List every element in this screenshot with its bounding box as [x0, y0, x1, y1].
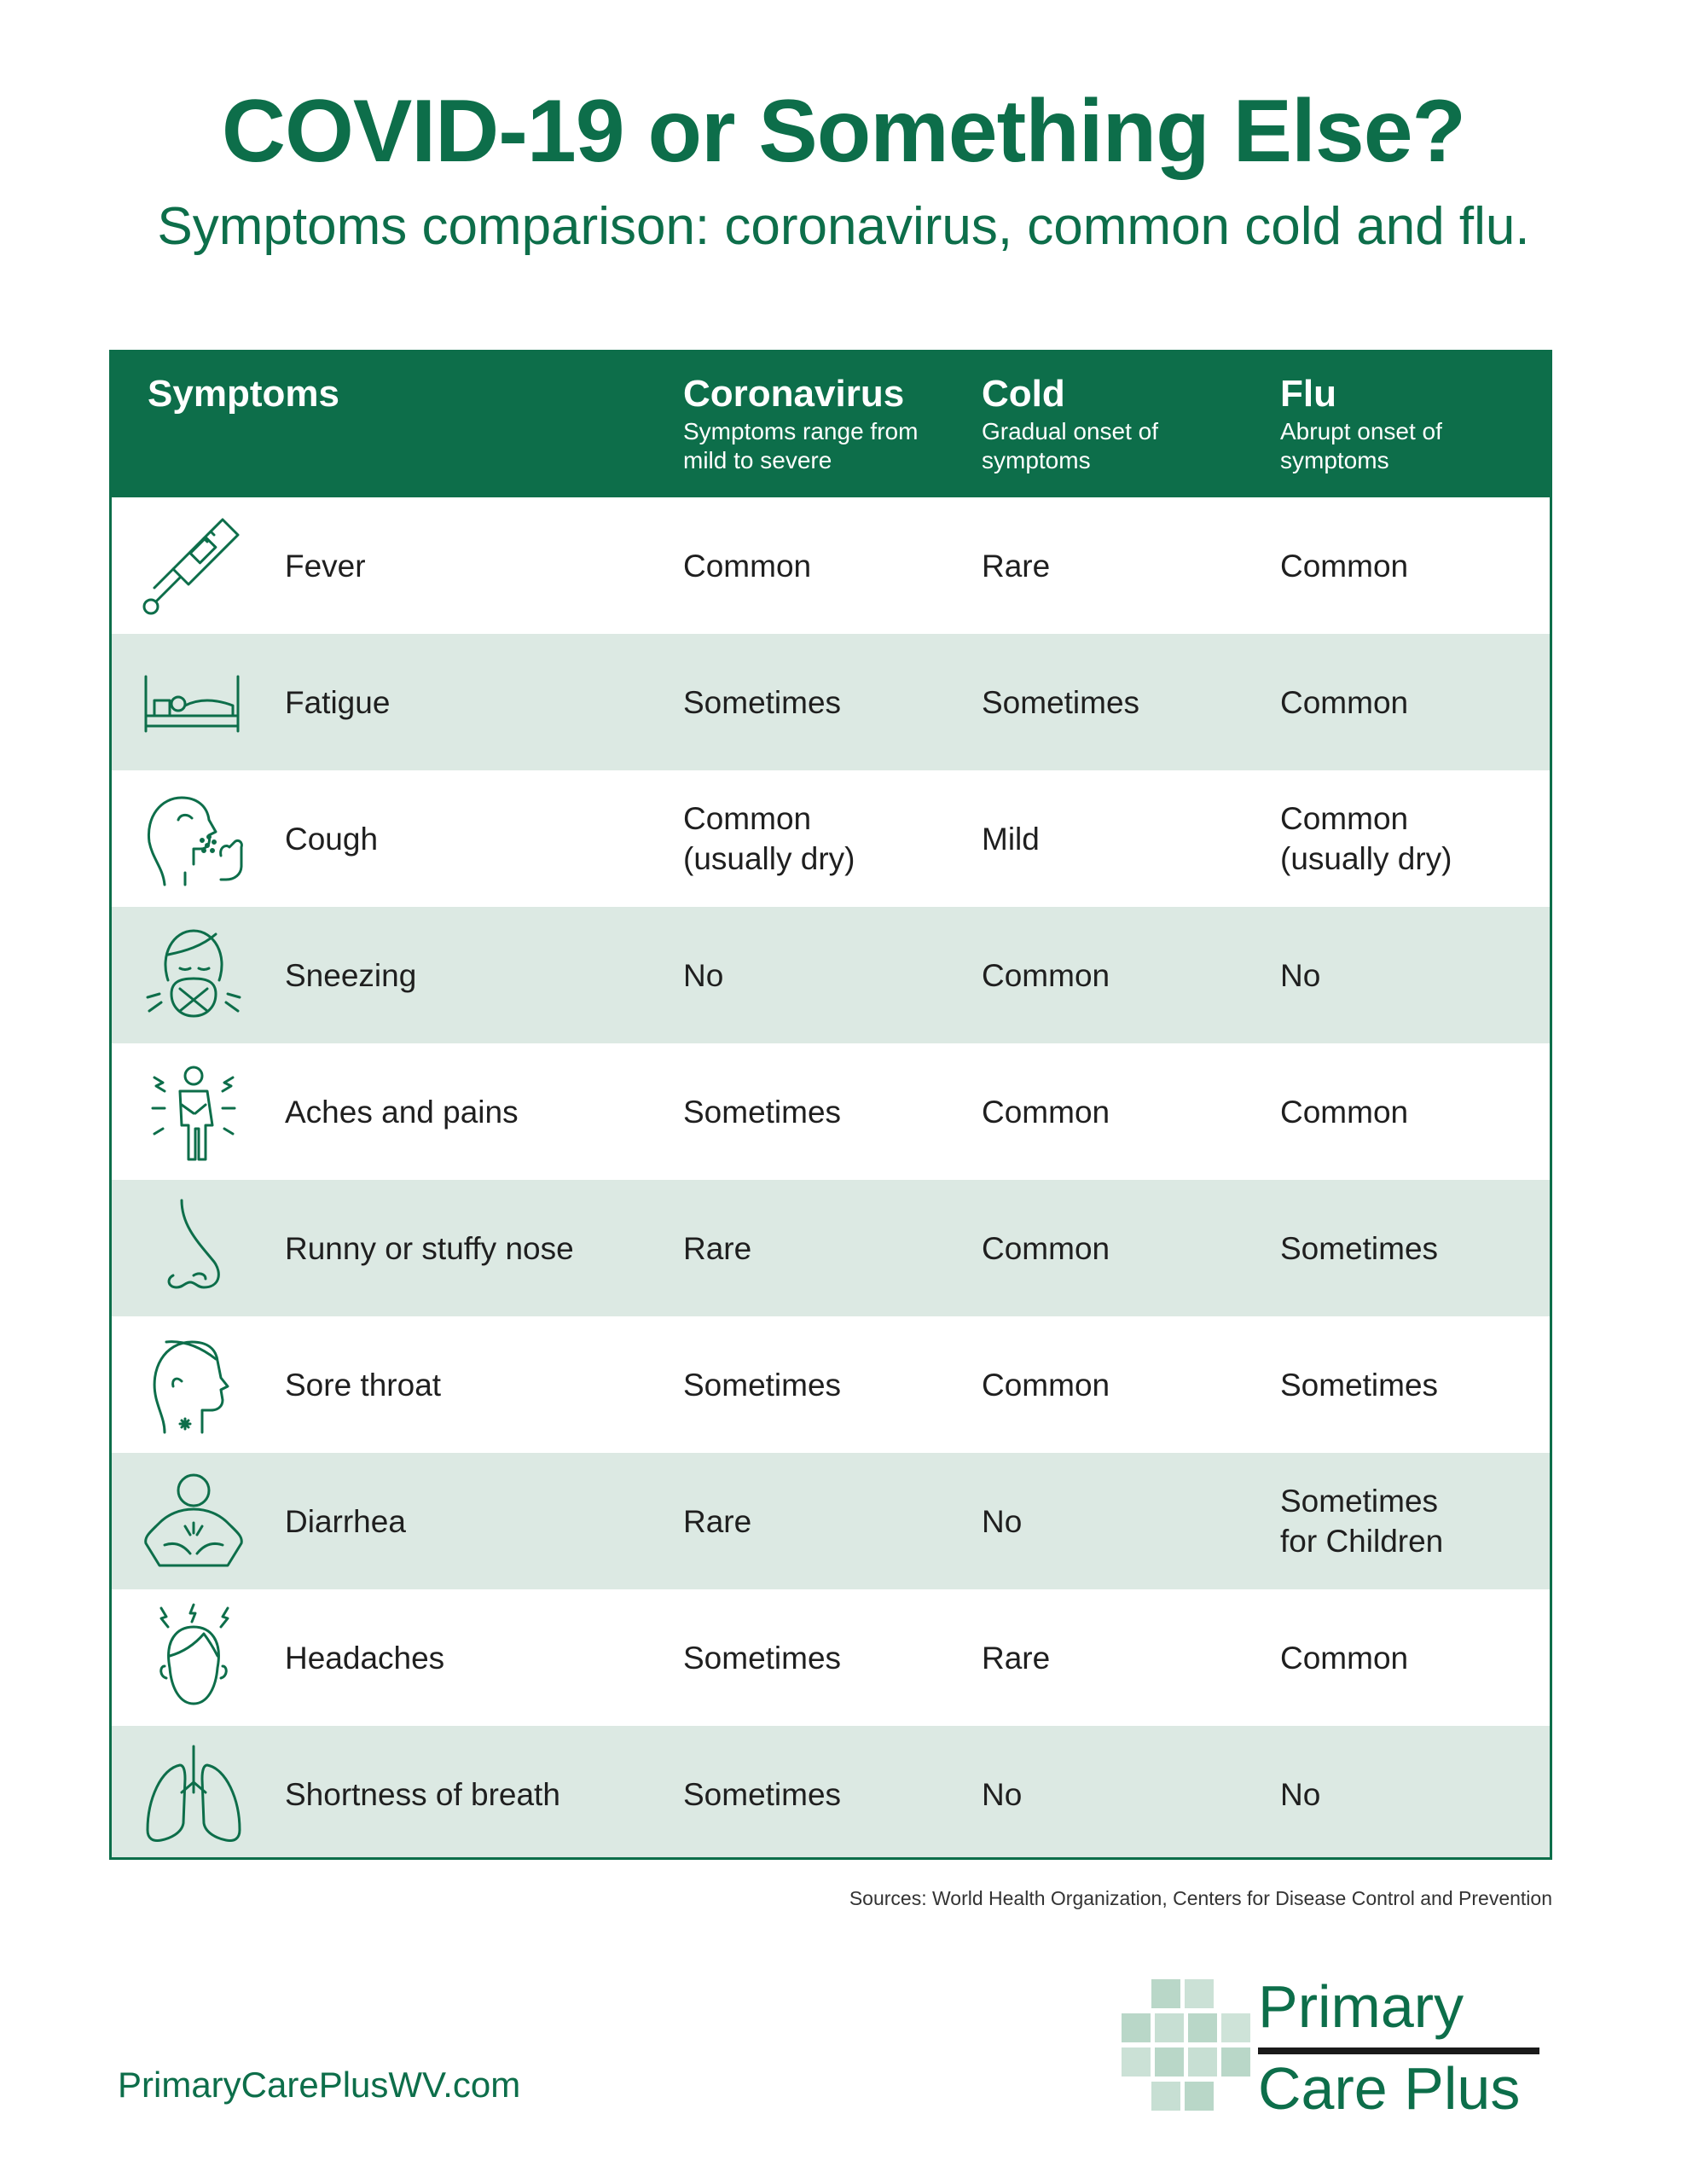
header-flu-sub: Abrupt onset of symptoms: [1280, 418, 1442, 473]
table-row: [112, 907, 1550, 1043]
cold-value: Rare: [982, 1640, 1051, 1676]
cold-value: Sometimes: [982, 684, 1140, 720]
header-coronavirus-label: Coronavirus: [683, 373, 905, 415]
cold-value: Common: [982, 957, 1110, 993]
flu-value: No: [1280, 957, 1321, 993]
flu-value: Sometimes: [1280, 1367, 1439, 1403]
flu-value: Common: [1280, 1640, 1409, 1676]
coronavirus-value: Sometimes: [683, 1776, 842, 1812]
cold-value: No: [982, 1776, 1023, 1812]
cold-value: No: [982, 1503, 1023, 1539]
symptom-label: Shortness of breath: [285, 1776, 560, 1812]
coronavirus-value: Common (usually dry): [683, 801, 855, 876]
table-row: [112, 770, 1550, 907]
website-link[interactable]: PrimaryCarePlusWV.com: [118, 2065, 521, 2105]
flu-value: Sometimes for Children: [1280, 1484, 1444, 1559]
table-row: [112, 1589, 1550, 1726]
flu-value: Sometimes: [1280, 1230, 1439, 1266]
header-flu: [1280, 373, 1536, 475]
symptom-label: Runny or stuffy nose: [285, 1230, 574, 1266]
table-row: [112, 1316, 1550, 1453]
symptom-label: Cough: [285, 821, 379, 857]
table-row: [112, 1043, 1550, 1180]
cough-icon: [139, 784, 248, 893]
sources-note: Sources: World Health Organization, Centers for Disease Control and Prevention: [849, 1887, 1552, 1909]
flu-value: Common: [1280, 1094, 1409, 1130]
coronavirus-value: Sometimes: [683, 1094, 842, 1130]
flu-value: Common: [1280, 548, 1409, 584]
cold-value: Common: [982, 1094, 1110, 1130]
aches-icon: [139, 1057, 248, 1166]
lungs-icon: [139, 1740, 248, 1849]
logo-line2: Care Plus: [1258, 2055, 1521, 2122]
headache-icon: [139, 1603, 248, 1712]
cold-value: Rare: [982, 548, 1051, 584]
table-row: [112, 497, 1550, 634]
stomach-pain-icon: [139, 1467, 248, 1576]
header-coronavirus-sub: Symptoms range from mild to severe: [683, 418, 919, 473]
symptom-label: Fever: [285, 548, 366, 584]
header-cold: [982, 373, 1255, 475]
table-row: [112, 1726, 1550, 1860]
header-flu-label: Flu: [1280, 373, 1336, 415]
coronavirus-value: Rare: [683, 1503, 752, 1539]
coronavirus-value: Sometimes: [683, 684, 842, 720]
thermometer-icon: [139, 511, 248, 620]
symptom-label: Aches and pains: [285, 1094, 519, 1130]
header-symptoms: Symptoms: [148, 373, 339, 415]
nose-icon: [139, 1194, 248, 1303]
coronavirus-value: Common: [683, 548, 812, 584]
page-subtitle: Symptoms comparison: coronavirus, common cold and flu.: [157, 197, 1530, 256]
sore-throat-icon: [139, 1330, 248, 1439]
flu-value: Common: [1280, 684, 1409, 720]
coronavirus-value: Sometimes: [683, 1640, 842, 1676]
coronavirus-value: Rare: [683, 1230, 752, 1266]
sneeze-icon: [139, 921, 248, 1030]
page-title: COVID-19 or Something Else?: [221, 82, 1466, 181]
symptom-label: Diarrhea: [285, 1503, 406, 1539]
flu-value: Common (usually dry): [1280, 801, 1452, 876]
table-header: [112, 352, 1550, 497]
symptoms-table: [109, 350, 1552, 1860]
header-cold-label: Cold: [982, 373, 1065, 415]
table-row: [112, 1453, 1550, 1589]
symptom-label: Sore throat: [285, 1367, 442, 1403]
flu-value: No: [1280, 1776, 1321, 1812]
cross-logo-icon: [1113, 1971, 1258, 2124]
primary-care-plus-logo: [1113, 1971, 1557, 2124]
table-row: [112, 634, 1550, 770]
symptom-label: Fatigue: [285, 684, 391, 720]
header-cold-sub: Gradual onset of symptoms: [982, 418, 1159, 473]
logo-line1: Primary: [1258, 1973, 1464, 2040]
symptom-label: Sneezing: [285, 957, 417, 993]
cold-value: Common: [982, 1230, 1110, 1266]
coronavirus-value: No: [683, 957, 724, 993]
bed-icon: [139, 648, 248, 757]
header-coronavirus: [683, 373, 956, 475]
cold-value: Mild: [982, 821, 1040, 857]
cold-value: Common: [982, 1367, 1110, 1403]
symptom-label: Headaches: [285, 1640, 445, 1676]
table-row: [112, 1180, 1550, 1316]
coronavirus-value: Sometimes: [683, 1367, 842, 1403]
logo-divider: [1258, 2048, 1539, 2054]
